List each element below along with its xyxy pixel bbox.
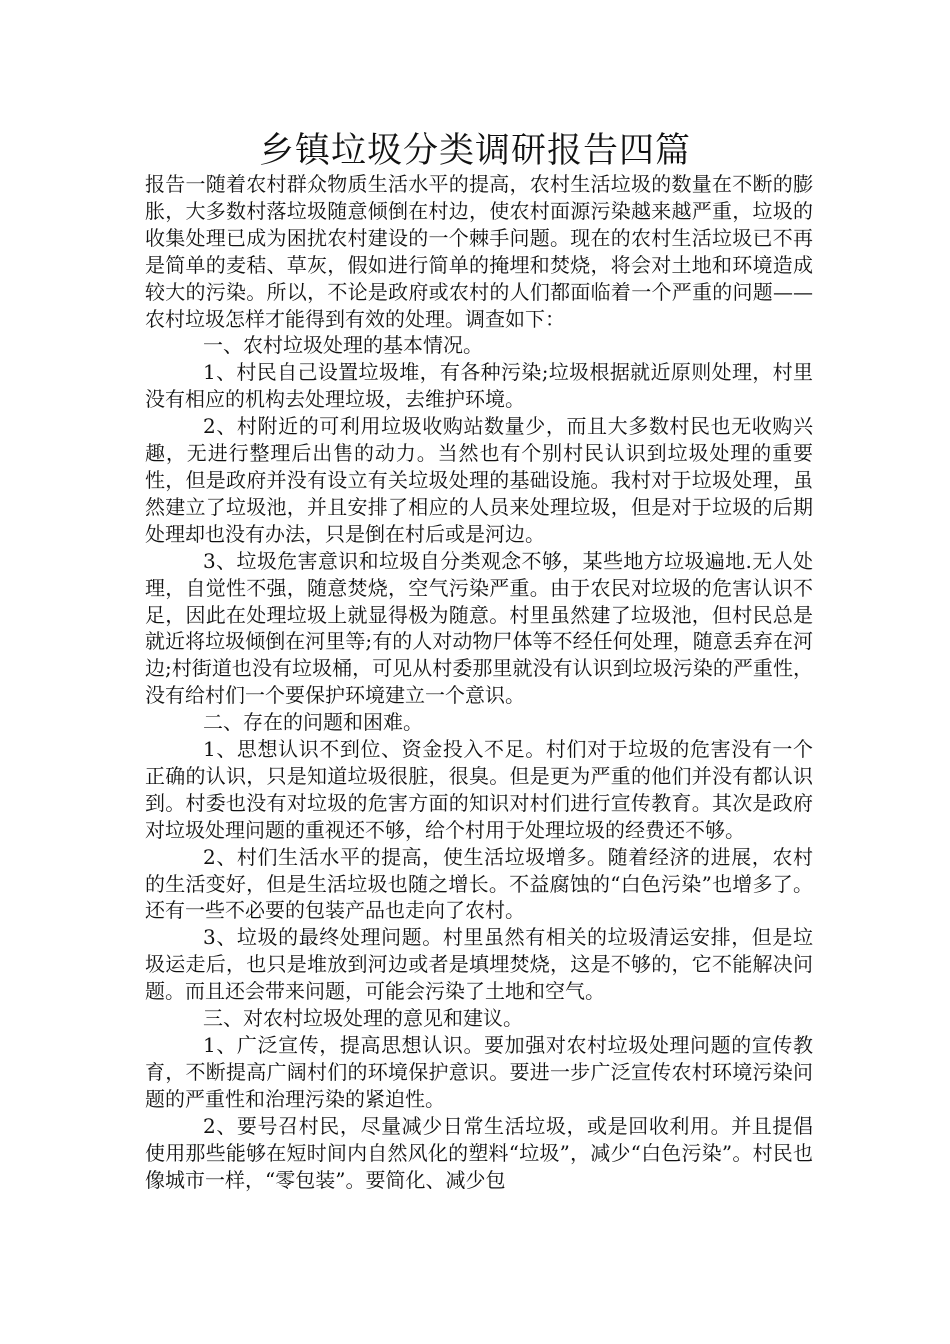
paragraph-2-3: 3、垃圾的最终处理问题。村里虽然有相关的垃圾清运安排，但是垃圾运走后，也只是堆放到河边或者是填埋焚烧，这是不够的，它不能解决问题。而且还会带来问题，可能会污染了土地和空气。 [145, 925, 813, 1004]
heading-section-3: 三、对农村垃圾处理的意见和建议。 [203, 1006, 523, 1031]
paragraph-intro: 报告一随着农村群众物质生活水平的提高，农村生活垃圾的数量在不断的膨胀，大多数村落垃圾随意倾倒在村边，使农村面源污染越来越严重，垃圾的收集处理已成为困扰农村建设的一个棘手问题。现在的农村生活垃圾已不再是简单的麦秸、草灰，假如进行简单的掩埋和焚烧，将会对土地和环境造成较大的污染。所以，不论是政府或农村的人们都面临着一个严重的问题——农村垃圾怎样才能得到有效的处理。调查如下： [145, 172, 813, 331]
document-title: 乡镇垃圾分类调研报告四篇 [258, 131, 691, 171]
paragraph-1-1: 1、村民自己设置垃圾堆，有各种污染;垃圾根据就近原则处理，村里没有相应的机构去处理垃圾，去维护环境。 [145, 360, 813, 412]
document-body [145, 171, 813, 1193]
paragraph-2-2: 2、村们生活水平的提高，使生活垃圾增多。随着经济的进展，农村的生活变好，但是生活垃圾也随之增长。不益腐蚀的“白色污染”也增多了。还有一些不必要的包装产品也走向了农村。 [145, 844, 813, 923]
paragraph-3-1: 1、广泛宣传，提高思想认识。要加强对农村垃圾处理问题的宣传教育，不断提高广阔村们的环境保护意识。要进一步广泛宣传农村环境污染问题的严重性和治理污染的紧迫性。 [145, 1033, 813, 1111]
paragraph-1-2: 2、村附近的可利用垃圾收购站数量少，而且大多数村民也无收购兴趣，无进行整理后出售的动力。当然也有个别村民认识到垃圾处理的重要性，但是政府并没有设立有关垃圾处理的基础设施。我村对于垃圾处理，虽然建立了垃圾池，并且安排了相应的人员来处理垃圾，但是对于垃圾的后期处理却也没有办法，只是倒在村后或是河边。 [145, 414, 813, 546]
heading-section-2: 二、存在的问题和困难。 [203, 710, 423, 735]
heading-section-1: 一、农村垃圾处理的基本情况。 [203, 333, 483, 358]
paragraph-1-3: 3、垃圾危害意识和垃圾自分类观念不够，某些地方垃圾遍地.无人处理，自觉性不强，随意焚烧，空气污染严重。由于农民对垃圾的危害认识不足，因此在处理垃圾上就显得极为随意。村里虽然建了垃圾池，但村民总是就近将垃圾倾倒在河里等;有的人对动物尸体等不经任何处理，随意丢弃在河边;村街道也没有垃圾桶，可见从村委那里就没有认识到垃圾污染的严重性，没有给村们一个要保护环境建立一个意识。 [145, 548, 813, 708]
paragraph-2-1: 1、思想认识不到位、资金投入不足。村们对于垃圾的危害没有一个正确的认识，只是知道垃圾很脏，很臭。但是更为严重的他们并没有都认识到。村委也没有对垃圾的危害方面的知识对村们进行宣传教育。其次是政府对垃圾处理问题的重视还不够，给个村用于处理垃圾的经费还不够。 [145, 737, 813, 842]
paragraph-3-2: 2、要号召村民，尽量减少日常生活垃圾，或是回收利用。并且提倡使用那些能够在短时间内自然风化的塑料“垃圾”，减少“白色污染”。村民也像城市一样，“零包装”。要简化、减少包 [145, 1113, 813, 1192]
